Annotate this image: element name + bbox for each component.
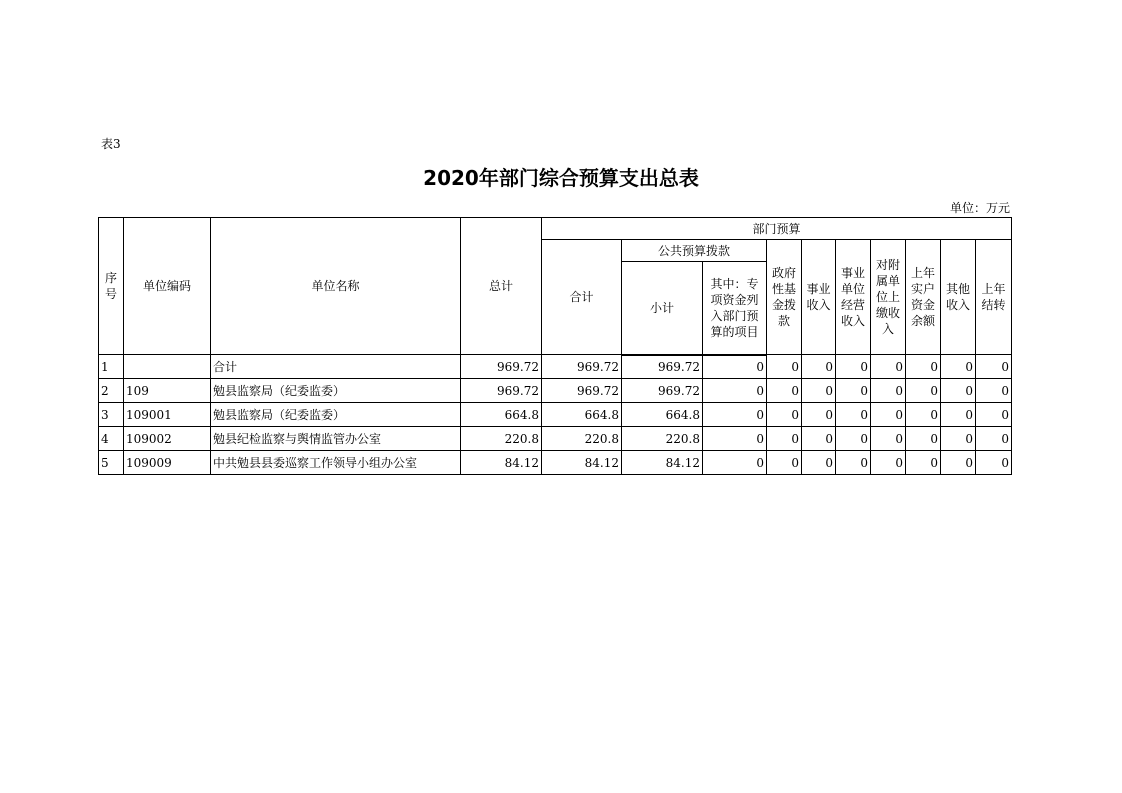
- row-total: 969.72: [461, 379, 542, 403]
- row-subtotal: 664.8: [542, 403, 622, 427]
- row-code: 109: [124, 379, 211, 403]
- row-other-income: 0: [941, 427, 976, 451]
- row-name: 中共勉县县委巡察工作领导小组办公室: [211, 451, 461, 475]
- row-code: 109001: [124, 403, 211, 427]
- row-gov-fund: 0: [767, 427, 802, 451]
- row-business-unit-income: 0: [836, 379, 871, 403]
- row-special: 0: [703, 427, 767, 451]
- row-public-subtotal: 664.8: [622, 403, 703, 427]
- row-prev-balance: 0: [906, 427, 941, 451]
- table-row: [99, 427, 1012, 451]
- row-prev-balance: 0: [906, 451, 941, 475]
- row-carryover: 0: [976, 451, 1012, 475]
- row-total: 664.8: [461, 403, 542, 427]
- row-public-subtotal: 84.12: [622, 451, 703, 475]
- header-business-unit-income: 事业单位经营收入: [836, 240, 871, 355]
- header-dept-budget: 部门预算: [542, 218, 1012, 240]
- row-business-income: 0: [802, 379, 836, 403]
- header-code: 单位编码: [124, 218, 211, 355]
- row-other-income: 0: [941, 403, 976, 427]
- row-gov-fund: 0: [767, 403, 802, 427]
- table-row: [99, 379, 1012, 403]
- row-public-subtotal: 969.72: [622, 379, 703, 403]
- row-business-income: 0: [802, 403, 836, 427]
- row-seq: 2: [99, 379, 124, 403]
- row-total: 969.72: [461, 355, 542, 379]
- page-title: 2020年部门综合预算支出总表: [423, 166, 699, 190]
- row-public-subtotal: 969.72: [622, 355, 703, 379]
- row-code: 109009: [124, 451, 211, 475]
- row-special: 0: [703, 355, 767, 379]
- row-subtotal: 84.12: [542, 451, 622, 475]
- row-prev-balance: 0: [906, 403, 941, 427]
- row-business-unit-income: 0: [836, 427, 871, 451]
- row-business-income: 0: [802, 355, 836, 379]
- row-total: 220.8: [461, 427, 542, 451]
- row-prev-balance: 0: [906, 355, 941, 379]
- row-business-unit-income: 0: [836, 355, 871, 379]
- table-label: 表3: [101, 137, 121, 151]
- table-row: [99, 403, 1012, 427]
- row-business-income: 0: [802, 451, 836, 475]
- header-public-subtotal: 小计: [622, 262, 703, 355]
- row-code: [124, 355, 211, 379]
- row-carryover: 0: [976, 427, 1012, 451]
- header-gov-fund: 政府性基金拨款: [767, 240, 802, 355]
- row-subordinate-income: 0: [871, 379, 906, 403]
- row-total: 84.12: [461, 451, 542, 475]
- header-subordinate-income: 对附属单位上缴收入: [871, 240, 906, 355]
- row-gov-fund: 0: [767, 355, 802, 379]
- table-row: [99, 355, 1012, 379]
- header-seq: 序号: [99, 218, 124, 355]
- row-special: 0: [703, 379, 767, 403]
- row-business-income: 0: [802, 427, 836, 451]
- header-prev-balance: 上年实户资金余额: [906, 240, 941, 355]
- table-row: [99, 451, 1012, 475]
- header-subtotal-all: 合计: [542, 240, 622, 355]
- row-special: 0: [703, 451, 767, 475]
- header-name: 单位名称: [211, 218, 461, 355]
- row-business-unit-income: 0: [836, 403, 871, 427]
- row-other-income: 0: [941, 379, 976, 403]
- row-carryover: 0: [976, 355, 1012, 379]
- row-subtotal: 969.72: [542, 379, 622, 403]
- budget-table: [98, 217, 1012, 475]
- row-gov-fund: 0: [767, 379, 802, 403]
- row-name: 勉县监察局（纪委监委）: [211, 379, 461, 403]
- row-carryover: 0: [976, 403, 1012, 427]
- row-special: 0: [703, 403, 767, 427]
- row-public-subtotal: 220.8: [622, 427, 703, 451]
- row-seq: 1: [99, 355, 124, 379]
- row-subordinate-income: 0: [871, 403, 906, 427]
- row-code: 109002: [124, 427, 211, 451]
- row-name: 勉县纪检监察与舆情监管办公室: [211, 427, 461, 451]
- row-prev-balance: 0: [906, 379, 941, 403]
- header-prev-carryover: 上年结转: [976, 240, 1012, 355]
- header-business-income: 事业收入: [802, 240, 836, 355]
- row-gov-fund: 0: [767, 451, 802, 475]
- header-other-income: 其他收入: [941, 240, 976, 355]
- unit-label: 单位：万元: [949, 201, 1010, 215]
- row-subtotal: 220.8: [542, 427, 622, 451]
- header-total: 总计: [461, 218, 542, 355]
- header-special-funds: 其中：专项资金列入部门预算的项目: [703, 262, 767, 355]
- header-public-grant: 公共预算拨款: [622, 240, 767, 262]
- row-subordinate-income: 0: [871, 427, 906, 451]
- row-carryover: 0: [976, 379, 1012, 403]
- row-seq: 5: [99, 451, 124, 475]
- row-subtotal: 969.72: [542, 355, 622, 379]
- row-other-income: 0: [941, 355, 976, 379]
- row-subordinate-income: 0: [871, 355, 906, 379]
- row-name: 勉县监察局（纪委监委）: [211, 403, 461, 427]
- row-subordinate-income: 0: [871, 451, 906, 475]
- row-seq: 3: [99, 403, 124, 427]
- row-other-income: 0: [941, 451, 976, 475]
- row-name: 合计: [211, 355, 461, 379]
- row-business-unit-income: 0: [836, 451, 871, 475]
- row-seq: 4: [99, 427, 124, 451]
